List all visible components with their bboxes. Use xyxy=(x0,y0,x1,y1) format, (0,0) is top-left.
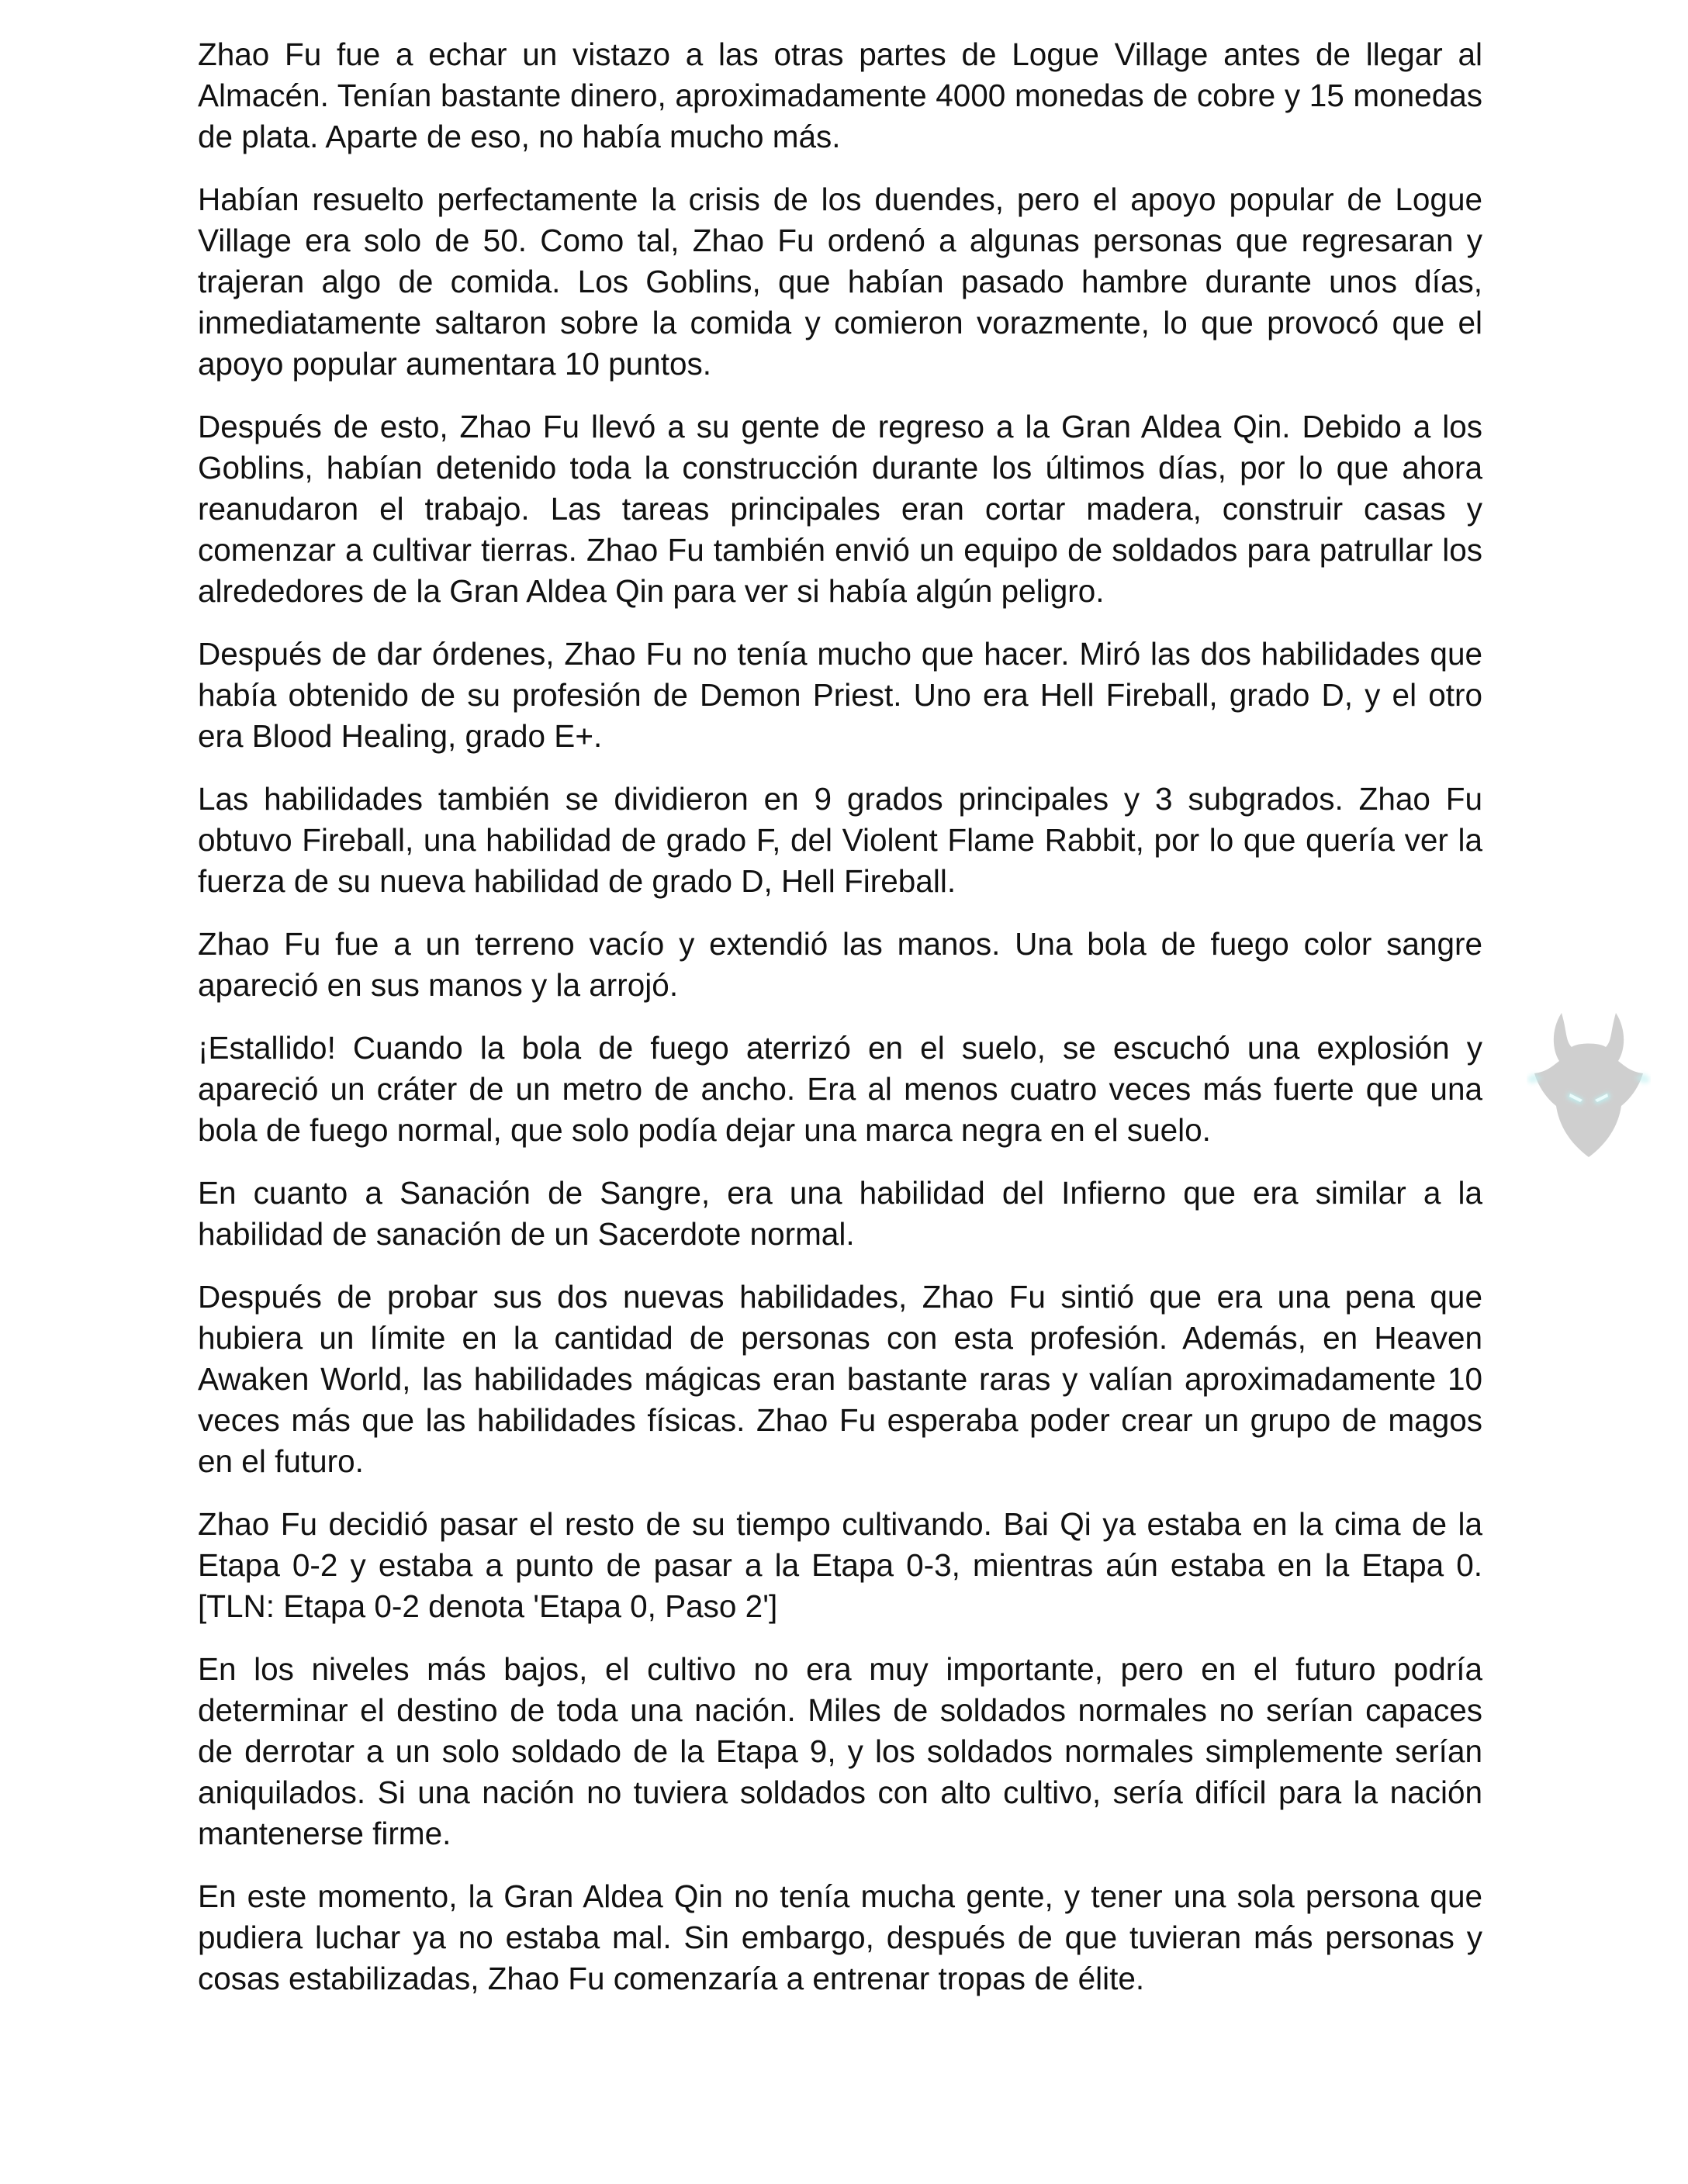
paragraph: Zhao Fu fue a echar un vistazo a las otras partes de Logue Village antes de llegar al Almacén. Tenían bastante dinero, aproximadamente 4000 monedas de cobre y 15 monedas de plata. Aparte de eso, no había mucho más. xyxy=(198,36,1482,154)
demon-head-shape xyxy=(1534,1013,1643,1157)
document-page xyxy=(198,34,1482,2021)
paragraph: En cuanto a Sanación de Sangre, era una habilidad del Infierno que era similar a la habilidad de sanación de un Sacerdote normal. xyxy=(198,1175,1482,1252)
paragraph: Zhao Fu decidió pasar el resto de su tiempo cultivando. Bai Qi ya estaba en la cima de la Etapa 0-2 y estaba a punto de pasar a la Etapa 0-3, mientras aún estaba en la Etapa 0. [TLN: Etapa 0-2 denota 'Etapa 0, Paso 2'] xyxy=(198,1506,1482,1624)
paragraph: Después de probar sus dos nuevas habilidades, Zhao Fu sintió que era una pena que hubiera un límite en la cantidad de personas con esta profesión. Además, en Heaven Awaken World, las habilidades mágicas eran bastante raras y valían aproximadamente 10 veces más que las habilidades físicas. Zhao Fu esperaba poder crear un grupo de magos en el futuro. xyxy=(198,1279,1482,1479)
paragraph: Después de dar órdenes, Zhao Fu no tenía mucho que hacer. Miró las dos habilidades que había obtenido de su profesión de Demon Priest. Uno era Hell Fireball, grado D, y el otro era Blood Healing, grado E+. xyxy=(198,636,1482,754)
paragraph: En los niveles más bajos, el cultivo no era muy importante, pero en el futuro podría determinar el destino de toda una nación. Miles de soldados normales no serían capaces de derrotar a un solo soldado de la Etapa 9, y los soldados normales simplemente serían aniquilados. Si una nación no tuviera soldados con alto cultivo, sería difícil para la nación mantenerse firme. xyxy=(198,1651,1482,1851)
paragraph: Las habilidades también se dividieron en 9 grados principales y 3 subgrados. Zhao Fu obtuvo Fireball, una habilidad de grado F, del Violent Flame Rabbit, por lo que quería ver la fuerza de su nueva habilidad de grado D, Hell Fireball. xyxy=(198,781,1482,899)
paragraph: Después de esto, Zhao Fu llevó a su gente de regreso a la Gran Aldea Qin. Debido a los Goblins, habían detenido toda la construcción durante los últimos días, por lo que ahora reanudaron el trabajo. Las tareas principales eran cortar madera, construir casas y comenzar a cultivar tierras. Zhao Fu también envió un equipo de soldados para patrullar los alrededores de la Gran Aldea Qin para ver si había algún peligro. xyxy=(198,409,1482,609)
paragraph: En este momento, la Gran Aldea Qin no tenía mucha gente, y tener una sola persona que pudiera luchar ya no estaba mal. Sin embargo, después de que tuvieran más personas y cosas estabilizadas, Zhao Fu comenzaría a entrenar tropas de élite. xyxy=(198,1878,1482,1996)
paragraph: Zhao Fu fue a un terreno vacío y extendió las manos. Una bola de fuego color sangre apareció en sus manos y la arrojó. xyxy=(198,926,1482,1003)
paragraph: Habían resuelto perfectamente la crisis de los duendes, pero el apoyo popular de Logue Village era solo de 50. Como tal, Zhao Fu ordenó a algunas personas que regresaran y trajeran algo de comida. Los Goblins, que habían pasado hambre durante unos días, inmediatamente saltaron sobre la comida y comieron vorazmente, lo que provocó que el apoyo popular aumentara 10 puntos. xyxy=(198,181,1482,382)
demon-head-icon xyxy=(1527,1008,1651,1163)
paragraph: ¡Estallido! Cuando la bola de fuego aterrizó en el suelo, se escuchó una explosión y apareció un cráter de un metro de ancho. Era al menos cuatro veces más fuerte que una bola de fuego normal, que solo podía dejar una marca negra en el suelo. xyxy=(198,1030,1482,1148)
